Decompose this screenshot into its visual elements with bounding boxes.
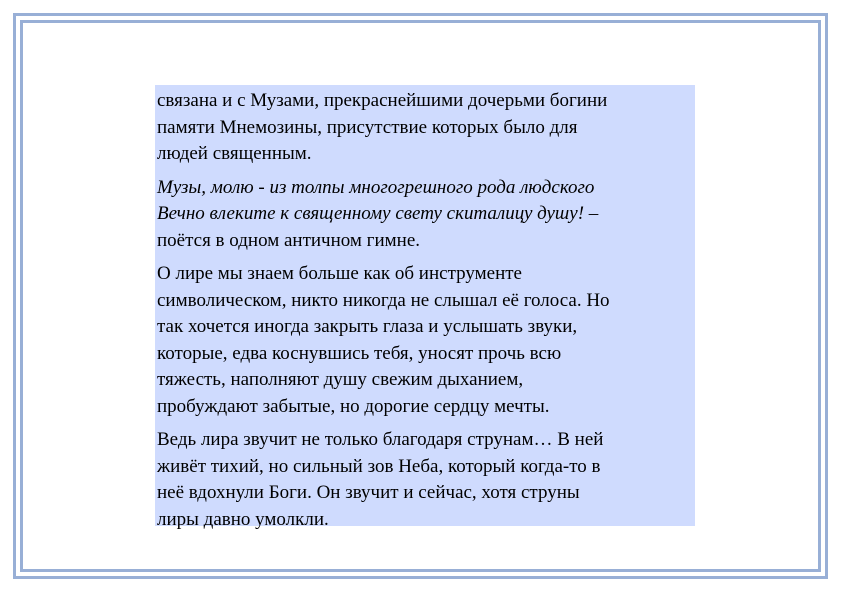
text-line: людей священным. xyxy=(157,143,312,164)
text-line: лиры давно умолкли. xyxy=(157,508,329,530)
text-line: которые, едва коснувшись тебя, уносят прочь всю xyxy=(157,342,562,364)
text-block xyxy=(155,85,695,530)
text-line: неё вдохнули Боги. Он звучит и сейчас, хотя струны xyxy=(157,482,580,503)
text-line: тяжесть, наполняют душу свежим дыханием, xyxy=(157,369,524,390)
poem-line: Вечно влеките к священному свету скиталицу душу! xyxy=(157,203,585,224)
text-line: живёт тихий, но сильный зов Неба, который когда-то в xyxy=(157,455,601,477)
text-line: Ведь лира звучит не только благодаря струнам… В ней xyxy=(157,429,604,450)
em-dash: – xyxy=(584,203,599,224)
text-line: связана и с Музами, прекраснейшими дочерьми богини xyxy=(157,90,608,111)
paragraph-lyre-symbol xyxy=(157,261,693,420)
text-line: О лире мы знаем больше как об инструменте xyxy=(157,263,522,284)
paragraph-muses xyxy=(157,88,693,168)
text-line: символическом, никто никогда не слышал её голоса. Но xyxy=(157,289,610,311)
poem-line-with-dash xyxy=(157,201,693,228)
paragraph-lyre-sound xyxy=(157,427,693,533)
text-line: так хочется иногда закрыть глаза и услышать звуки, xyxy=(157,316,578,337)
text-line: пробуждают забытые, но дорогие сердцу мечты. xyxy=(157,395,550,417)
poem-line: Музы, молю - из толпы многогрешного рода людского xyxy=(157,176,595,198)
text-line: поётся в одном античном гимне. xyxy=(157,229,421,251)
text-line: памяти Мнемозины, присутствие которых было для xyxy=(157,116,578,138)
paragraph-hymn-quote xyxy=(157,175,693,255)
